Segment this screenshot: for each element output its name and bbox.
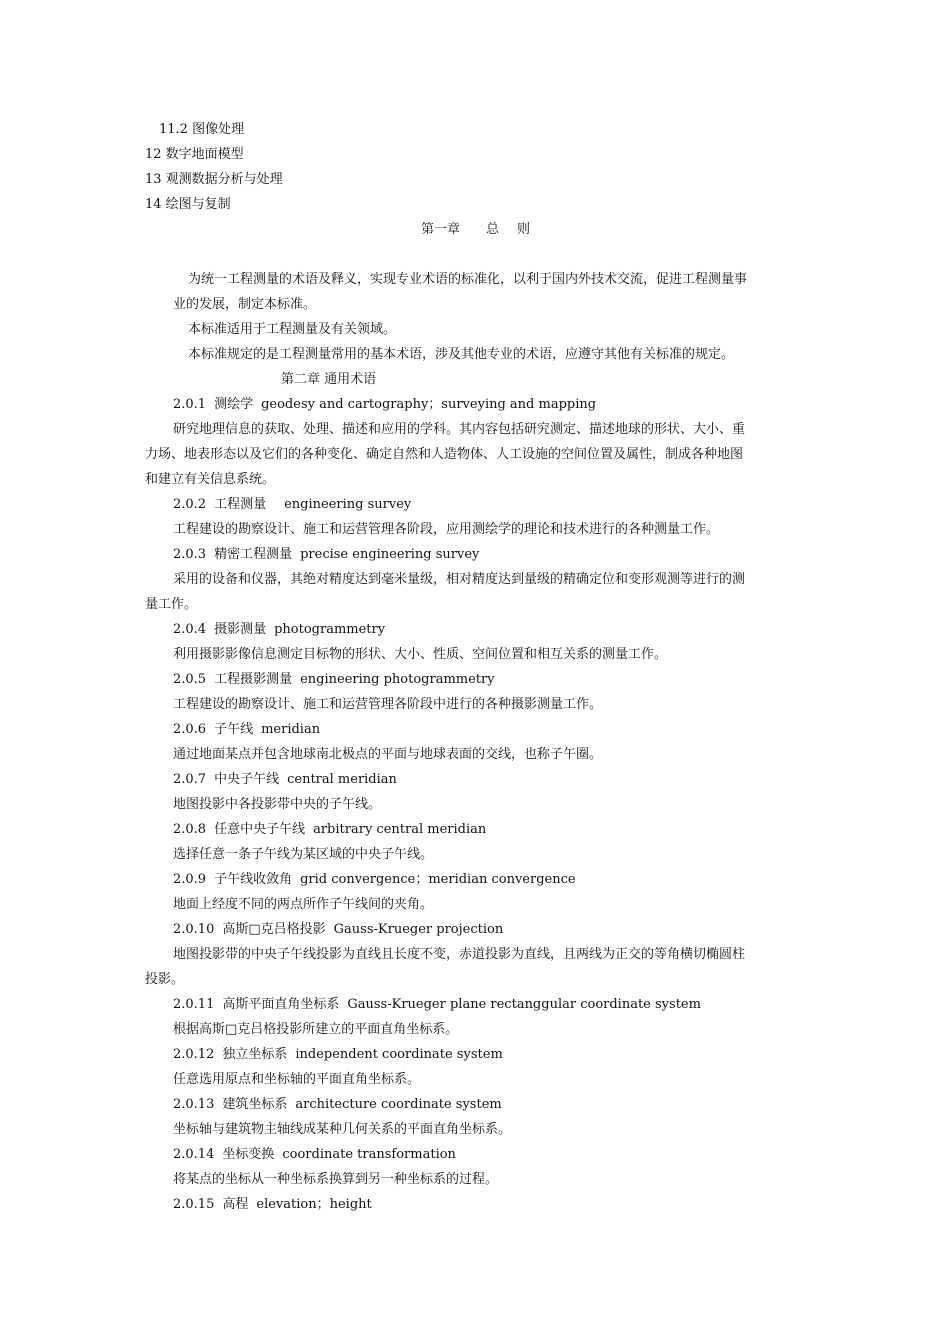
term-number: 2.0.7: [173, 772, 207, 787]
term-heading: [173, 496, 411, 514]
term-number: 2.0.15: [173, 1197, 215, 1212]
term-cn: 中央子午线: [214, 772, 280, 787]
term-cn: 摄影测量: [214, 622, 267, 637]
term-heading: [173, 871, 576, 889]
term-en: coordinate transformation: [282, 1147, 456, 1162]
term-cn: 高斯平面直角坐标系: [222, 997, 340, 1012]
toc-item: 12 数字地面模型: [145, 147, 244, 162]
term-en: Gauss-Krueger projection: [333, 922, 504, 937]
term-number: 2.0.1: [173, 397, 207, 412]
term-heading: [173, 921, 503, 939]
term-cn: 高斯□克吕格投影: [222, 922, 326, 937]
term-number: 2.0.3: [173, 547, 207, 562]
term-heading: [173, 396, 596, 414]
term-number: 2.0.5: [173, 672, 207, 687]
term-number: 2.0.4: [173, 622, 207, 637]
term-number: 2.0.6: [173, 722, 207, 737]
term-definition: 将某点的坐标从一种坐标系换算到另一种坐标系的过程。: [173, 1172, 499, 1187]
term-en: precise engineering survey: [300, 547, 480, 562]
toc-item: 11.2 图像处理: [159, 122, 245, 137]
term-definition: 坐标轴与建筑物主轴线成某种几何关系的平面直角坐标系。: [173, 1122, 512, 1137]
term-definition: 地图投影带的中央子午线投影为直线且长度不变，赤道投影为直线，且两线为正交的等角横切椭圆柱: [173, 947, 746, 962]
term-definition: 采用的设备和仪器，其绝对精度达到毫米量级，相对精度达到量级的精确定位和变形观测等进行的测: [173, 572, 746, 587]
term-definition: 研究地理信息的获取、处理、描述和应用的学科。其内容包括研究测定、描述地球的形状、大小、重: [173, 422, 746, 437]
term-cn: 建筑坐标系: [222, 1097, 288, 1112]
term-en: arbitrary central meridian: [313, 822, 487, 837]
term-definition: 通过地面某点并包含地球南北极点的平面与地球表面的交线，也称子午圈。: [173, 747, 603, 762]
term-heading: [173, 1096, 502, 1114]
term-definition: 利用摄影影像信息测定目标物的形状、大小、性质、空间位置和相互关系的测量工作。: [173, 647, 668, 662]
term-en: engineering survey: [284, 497, 412, 512]
paragraph-line: 本标准规定的是工程测量常用的基本术语，涉及其他专业的术语，应遵守其他有关标准的规定。: [188, 347, 735, 362]
term-definition: 投影。: [145, 972, 185, 987]
chapter-2-title: 第二章 通用术语: [281, 372, 377, 387]
term-number: 2.0.11: [173, 997, 215, 1012]
term-heading: [173, 821, 486, 839]
term-en: geodesy and cartography；surveying and mapping: [261, 397, 597, 412]
term-number: 2.0.12: [173, 1047, 215, 1062]
term-definition: 量工作。: [145, 597, 198, 612]
term-number: 2.0.13: [173, 1097, 215, 1112]
chapter-1-title-part: 则: [517, 222, 531, 237]
paragraph-line: 本标准适用于工程测量及有关领域。: [188, 322, 397, 337]
term-en: elevation；height: [256, 1197, 372, 1212]
term-number: 2.0.2: [173, 497, 207, 512]
toc-item: 14 绘图与复制: [145, 197, 231, 212]
term-en: grid convergence；meridian convergence: [300, 872, 576, 887]
term-definition: 地面上经度不同的两点所作子午线间的夹角。: [173, 897, 434, 912]
paragraph-line: 业的发展，制定本标准。: [173, 297, 317, 312]
chapter-1-title-part: 总: [486, 222, 500, 237]
term-heading: [173, 546, 479, 564]
term-cn: 子午线收敛角: [214, 872, 293, 887]
term-definition: 任意选用原点和坐标轴的平面直角坐标系。: [173, 1072, 421, 1087]
term-cn: 独立坐标系: [222, 1047, 288, 1062]
term-en: engineering photogrammetry: [300, 672, 495, 687]
term-heading: [173, 771, 397, 789]
term-definition: 工程建设的勘察设计、施工和运营管理各阶段中进行的各种摄影测量工作。: [173, 697, 603, 712]
chapter-1-title-part: 第一章: [421, 222, 461, 237]
term-number: 2.0.14: [173, 1147, 215, 1162]
term-cn: 任意中央子午线: [214, 822, 306, 837]
term-en: meridian: [261, 722, 321, 737]
term-number: 2.0.8: [173, 822, 207, 837]
term-cn: 精密工程测量: [214, 547, 293, 562]
term-cn: 工程测量: [214, 497, 267, 512]
term-heading: [173, 721, 320, 739]
term-definition: 地图投影中各投影带中央的子午线。: [173, 797, 382, 812]
chapter-1-title: [421, 221, 530, 239]
toc-item: 13 观测数据分析与处理: [145, 172, 283, 187]
term-en: architecture coordinate system: [295, 1097, 502, 1112]
term-cn: 高程: [222, 1197, 249, 1212]
term-heading: [173, 671, 495, 689]
paragraph-line: 为统一工程测量的术语及释义，实现专业术语的标准化，以利于国内外技术交流，促进工程测量事: [188, 272, 748, 287]
term-number: 2.0.10: [173, 922, 215, 937]
term-definition: 根据高斯□克吕格投影所建立的平面直角坐标系。: [173, 1022, 459, 1037]
term-en: central meridian: [287, 772, 397, 787]
term-cn: 测绘学: [214, 397, 254, 412]
term-heading: [173, 1196, 372, 1214]
term-cn: 子午线: [214, 722, 254, 737]
term-definition: 选择任意一条子午线为某区域的中央子午线。: [173, 847, 434, 862]
term-en: Gauss-Krueger plane rectanggular coordinate system: [347, 997, 701, 1012]
term-definition: 和建立有关信息系统。: [145, 472, 276, 487]
term-heading: [173, 621, 385, 639]
term-definition: 力场、地表形态以及它们的各种变化、确定自然和人造物体、人工设施的空间位置及属性，制成各种地图: [145, 447, 744, 462]
term-cn: 工程摄影测量: [214, 672, 293, 687]
term-heading: [173, 1146, 456, 1164]
term-heading: [173, 996, 701, 1014]
term-cn: 坐标变换: [222, 1147, 275, 1162]
term-number: 2.0.9: [173, 872, 207, 887]
term-heading: [173, 1046, 503, 1064]
term-definition: 工程建设的勘察设计、施工和运营管理各阶段，应用测绘学的理论和技术进行的各种测量工作。: [173, 522, 720, 537]
term-en: photogrammetry: [274, 622, 386, 637]
term-en: independent coordinate system: [295, 1047, 503, 1062]
